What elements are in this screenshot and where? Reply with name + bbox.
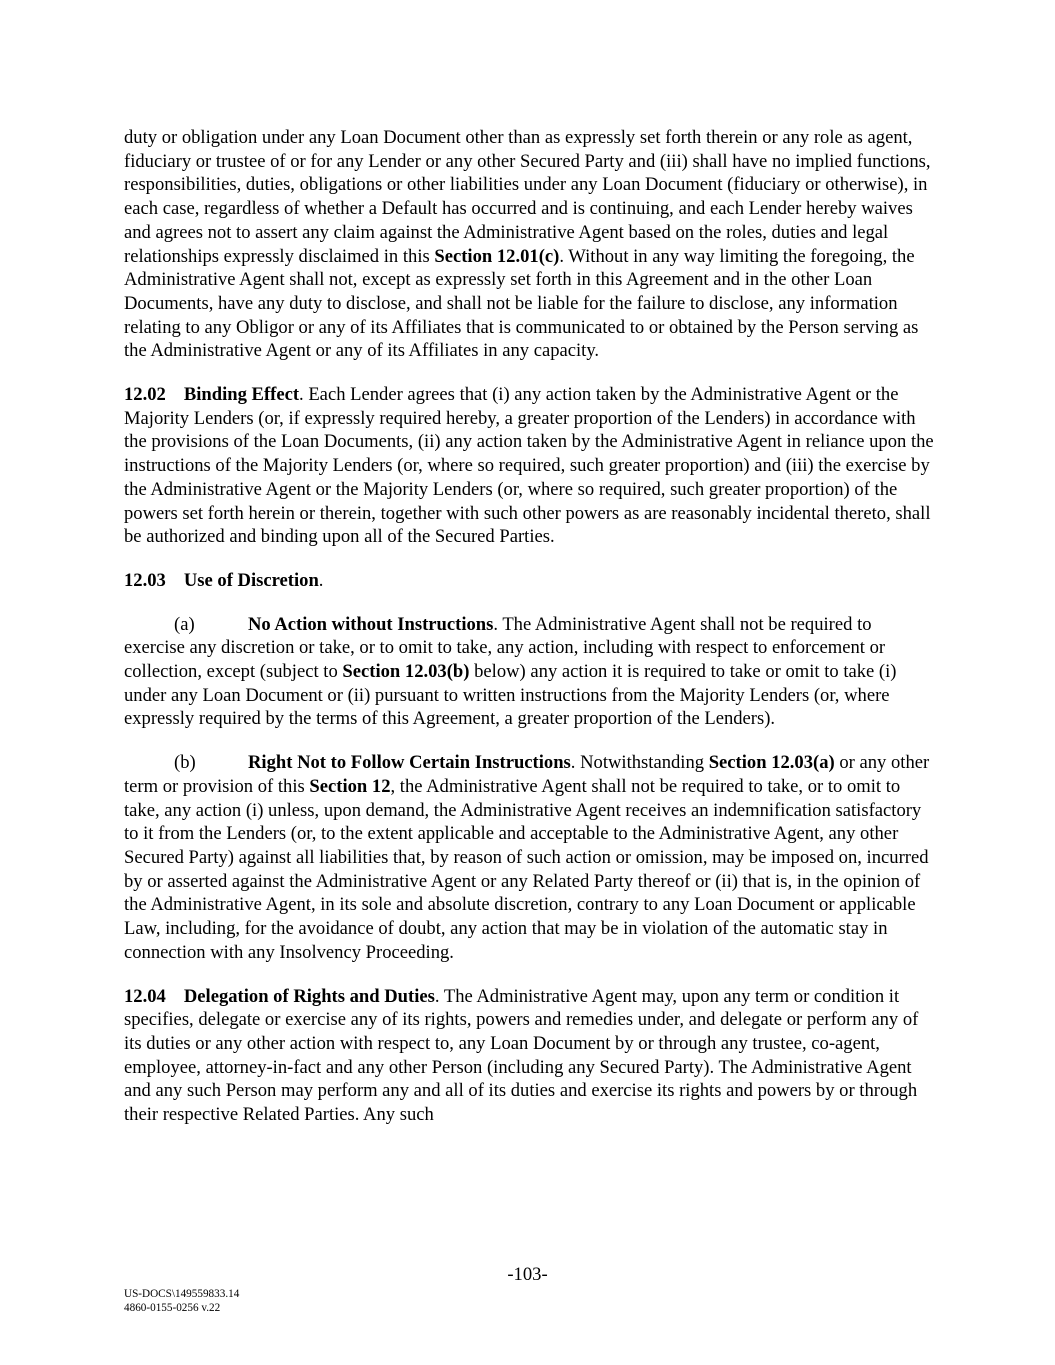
doc-id-1: US-DOCS\149559833.14 — [124, 1288, 240, 1300]
subsection-label: (b) — [174, 752, 196, 774]
section-title: Binding Effect — [183, 384, 300, 406]
paragraph-text: . Without in any way limiting the foregoing, the Administrative Agent shall not, except as expressly set forth in this Agreement and in the other Loan Documents, have any duty to disclose, and shall not be liable for the failure to disclose, any information relating to any Obligor or any of its Affiliates that is communicated to or obtained by the Person serving as the Administrative Agent or any of its Affiliates in any capacity. — [124, 245, 919, 362]
section-number: 12.04 — [124, 985, 166, 1007]
document-ids — [124, 1287, 239, 1315]
subsection-title: No Action without Instructions — [248, 613, 494, 635]
section-title: Use of Discretion — [183, 569, 319, 591]
subsection-text: . Notwithstanding — [570, 752, 709, 774]
section-reference: Section 12.01(c) — [434, 245, 560, 267]
section-reference: Section 12 — [309, 775, 391, 797]
page-number: -103- — [507, 1264, 548, 1285]
doc-id-2: 4860-0155-0256 v.22 — [124, 1302, 221, 1314]
subsection-text: or any other term or provision of this — [124, 752, 930, 797]
section-reference: Section 12.03(b) — [342, 661, 470, 683]
section-12-04 — [124, 985, 934, 1127]
paragraph-text: duty or obligation under any Loan Document other than as expressly set forth therein or any role as agent, fiduciary or trustee of or for any Lender or any other Secured Party and (iii) shall have no implied functions, responsibilities, duties, obligations or other liabilities under any Loan Document (fiduciary or otherwise), in each case, regardless of whether a Default has occurred and is continuing, and each Lender hereby waives and agrees not to assert any claim against the Administrative Agent based on the roles, duties and legal relationships expressly disclaimed in this — [124, 127, 931, 267]
subsection-12-03-b — [124, 751, 934, 964]
section-number: 12.03 — [124, 569, 166, 591]
section-12-02 — [124, 383, 934, 549]
document-body — [124, 126, 934, 1147]
section-text: . Each Lender agrees that (i) any action taken by the Administrative Agent or the Majority Lenders (or, if expressly required hereby, a greater proportion of the Lenders) in accordance with the provisions of the Loan Documents, (ii) any action taken by the Administrative Agent in reliance upon the instructions of the Majority Lenders (or, where so required, such greater proportion) and (iii) the exercise by the Administrative Agent or the Majority Lenders (or, where so required, such greater proportion) of the powers set forth herein or therein, together with such other powers as are reasonably incidental thereto, shall be authorized and binding upon all of the Secured Parties. — [124, 384, 934, 548]
section-tail: . — [318, 569, 324, 591]
subsection-text: , the Administrative Agent shall not be required to take, or to omit to take, any action (i) unless, upon demand, the Administrative Agent receives an indemnification satisfactory to it from the Lenders (or, to the extent applicable and acceptable to the Administrative Agent, any other Secured Party) against all liabilities that, by reason of such action or omission, may be imposed on, incurred by or asserted against the Administrative Agent or any Related Party thereof or (ii) that is, in the opinion of the Administrative Agent, in its sole and absolute discretion, contrary to any Loan Document or applicable Law, including, for the avoidance of doubt, any action that may be in violation of the automatic stay in connection with any Insolvency Proceeding. — [124, 775, 929, 963]
section-title: Delegation of Rights and Duties — [183, 985, 435, 1007]
subsection-12-03-a — [124, 613, 934, 732]
subsection-text: below) any action it is required to take or omit to take (i) under any Loan Document or (ii) pursuant to written instructions from the Majority Lenders (or, where expressly required by the terms of this Agreement, a greater proportion of the Lenders). — [124, 661, 897, 730]
section-number: 12.02 — [124, 384, 166, 406]
paragraph-continuation — [124, 126, 934, 363]
subsection-text: . The Administrative Agent shall not be required to exercise any discretion or take, or to omit to take, any action, including with respect to enforcement or collection, except (subject to — [124, 613, 886, 683]
section-reference: Section 12.03(a) — [708, 752, 835, 774]
section-12-03-heading — [124, 569, 934, 593]
section-text: . The Administrative Agent may, upon any term or condition it specifies, delegate or exercise any of its rights, powers and remedies under, and delegate or perform any of its duties or any other action with respect to, any Loan Document by or through any trustee, co-agent, employee, attorney-in-fact and any other Person (including any Secured Party). The Administrative Agent and any such Person may perform any and all of its duties and exercise its rights and powers by or through their respective Related Parties. Any such — [124, 985, 919, 1126]
subsection-title: Right Not to Follow Certain Instructions — [248, 752, 571, 774]
subsection-label: (a) — [174, 613, 195, 635]
